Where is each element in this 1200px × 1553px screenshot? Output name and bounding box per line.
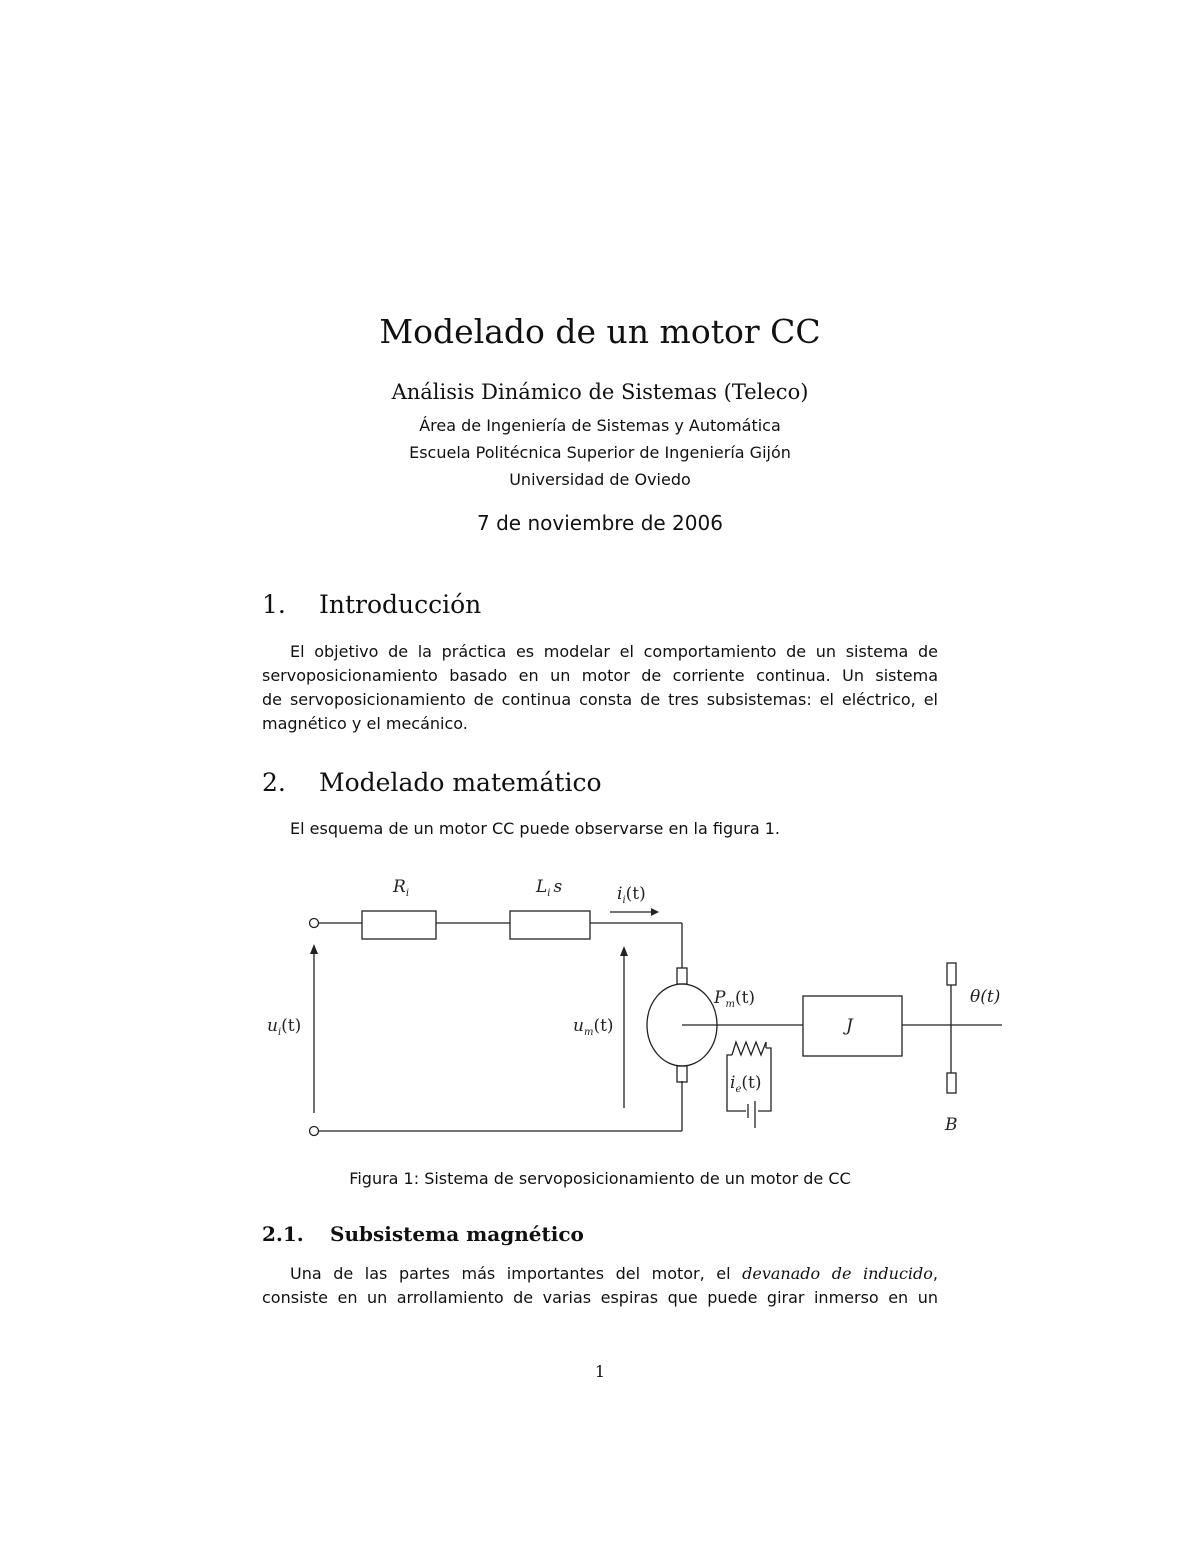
page-number: 1 bbox=[594, 1362, 606, 1381]
paragraph-line bbox=[290, 1264, 938, 1283]
course-name: Análisis Dinámico de Sistemas (Teleco) bbox=[391, 380, 809, 404]
section-heading-modelado bbox=[262, 768, 602, 797]
input-terminal-top bbox=[310, 919, 319, 928]
section-number: 2. bbox=[262, 768, 286, 797]
damper-bottom bbox=[947, 1073, 956, 1093]
field-current-label: $i_e(t)$ bbox=[730, 1073, 762, 1095]
inertia-label: J bbox=[846, 1016, 853, 1036]
affiliation-school: Escuela Politécnica Superior de Ingeniería Gijón bbox=[409, 443, 791, 462]
arrowhead bbox=[620, 946, 628, 956]
paragraph-line: El objetivo de la práctica es modelar el comportamiento de un sistema de bbox=[290, 642, 938, 661]
text-span: Una de las partes más importantes del motor, el bbox=[290, 1264, 743, 1283]
section-heading-introduction bbox=[262, 590, 481, 619]
input-terminal-bottom bbox=[310, 1127, 319, 1136]
inductor bbox=[510, 911, 590, 939]
motor-brush-top bbox=[677, 968, 687, 984]
angle-label: θ(t) bbox=[970, 987, 1001, 1007]
resistor-label: $R_i$ bbox=[393, 877, 410, 899]
paragraph-line: El esquema de un motor CC puede observarse en la figura 1. bbox=[290, 819, 780, 838]
input-voltage-label: $u_i(t)$ bbox=[267, 1016, 302, 1038]
subsection-title: Subsistema magnético bbox=[330, 1222, 584, 1246]
damping-label: B bbox=[945, 1115, 958, 1135]
text-span: , bbox=[932, 1264, 939, 1283]
arrowhead bbox=[651, 908, 659, 916]
inductor-label: $L_i$ s bbox=[536, 877, 563, 899]
affiliation-university: Universidad de Oviedo bbox=[509, 470, 691, 489]
motor-voltage-label: $u_m(t)$ bbox=[573, 1016, 614, 1038]
paragraph-line: consiste en un arrollamiento de varias espiras que puede girar inmerso en un bbox=[262, 1288, 938, 1307]
figure-caption: Figura 1: Sistema de servoposicionamiento de un motor de CC bbox=[349, 1169, 851, 1188]
section-number: 1. bbox=[262, 590, 286, 619]
motor-circuit-diagram bbox=[250, 868, 1010, 1153]
damper-top bbox=[947, 963, 956, 985]
emphasized-term: devanado de inducido bbox=[742, 1264, 933, 1283]
subsection-number: 2.1. bbox=[262, 1222, 304, 1246]
motor-power-label: $P_m(t)$ bbox=[714, 988, 756, 1010]
affiliation-area: Área de Ingeniería de Sistemas y Automática bbox=[419, 416, 781, 435]
resistor bbox=[362, 911, 436, 939]
motor-brush-bottom bbox=[677, 1066, 687, 1082]
paragraph-line: servoposicionamiento basado en un motor de corriente continua. Un sistema bbox=[262, 666, 938, 685]
paper-title: Modelado de un motor CC bbox=[379, 312, 821, 351]
field-winding-coil bbox=[732, 1042, 766, 1055]
section-title: Modelado matemático bbox=[319, 768, 602, 797]
document-date: 7 de noviembre de 2006 bbox=[477, 511, 723, 535]
current-label: $i_i(t)$ bbox=[617, 884, 646, 906]
arrowhead bbox=[310, 944, 318, 954]
section-title: Introducción bbox=[319, 590, 482, 619]
paragraph-line: de servoposicionamiento de continua consta de tres subsistemas: el eléctrico, el bbox=[262, 690, 938, 709]
subsection-heading bbox=[262, 1222, 584, 1246]
paragraph-line: magnético y el mecánico. bbox=[262, 714, 468, 733]
